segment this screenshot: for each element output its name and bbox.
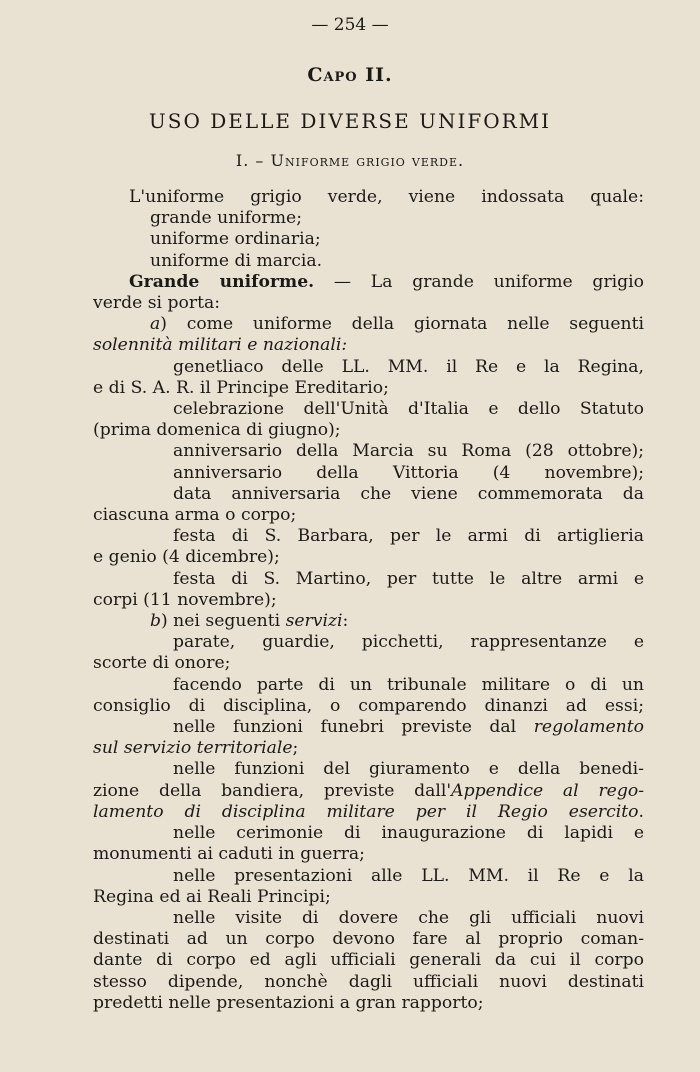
text-run: b (150, 611, 162, 632)
text-run: nelle presentazioni alle LL. MM. il Re e la (173, 865, 644, 886)
page-number: — 254 — (311, 15, 389, 35)
text-line (93, 908, 644, 929)
text-run: grande uniforme; (150, 208, 302, 229)
text-run: ) come uniforme della giornata nelle seguenti (160, 314, 644, 335)
text-run: e genio (4 dicembre); (93, 547, 280, 568)
text-run: nelle funzioni funebri previste dal (173, 717, 534, 738)
text-line (93, 547, 644, 568)
text-run: dante di corpo ed agli ufficiali generali da cui il corpo (93, 950, 644, 971)
text-line (93, 378, 644, 399)
text-run: solennità militari e nazionali: (93, 335, 348, 356)
text-run: uniforme ordinaria; (150, 229, 321, 250)
text-line (93, 993, 644, 1014)
text-run: consiglio di disciplina, o comparendo dinanzi ad essi; (93, 695, 644, 716)
text-line (93, 526, 644, 547)
text-run: Grande uniforme. (129, 271, 315, 292)
text-line (93, 823, 644, 844)
text-line (93, 399, 644, 420)
text-line (93, 781, 644, 802)
text-run: uniforme di marcia. (150, 250, 323, 271)
text-run: anniversario della Vittoria (4 novembre); (173, 462, 644, 483)
text-run: destinati ad un corpo devono fare al proprio coman- (93, 929, 644, 950)
text-run: ) nei seguenti (161, 611, 286, 632)
text-line (93, 675, 644, 696)
text-run: celebrazione dell'Unità d'Italia e dello Statuto (173, 399, 644, 420)
text-line (93, 187, 644, 208)
text-run: stesso dipende, nonchè dagli ufficiali nuovi destinati (93, 971, 644, 992)
text-run: lamento di disciplina militare per il Regio esercito (93, 801, 639, 822)
text-line (93, 866, 644, 887)
text-line (93, 505, 644, 526)
text-run: genetliaco delle LL. MM. il Re e la Regina, (173, 356, 644, 377)
text-run: L'uniforme grigio verde, viene indossata quale: (129, 187, 644, 207)
section-heading: I. – Uniforme grigio verde. (235, 151, 465, 170)
text-line (93, 251, 644, 272)
text-line (93, 293, 644, 314)
text-run: Appendice al rego- (451, 780, 645, 801)
text-line (93, 569, 644, 590)
text-line (93, 844, 644, 865)
text-run: monumenti ai caduti in guerra; (93, 844, 365, 865)
text-line (93, 950, 644, 971)
text-run: nelle funzioni del giuramento e della benedi- (173, 759, 644, 780)
text-run: . (638, 801, 644, 822)
text-run: regolamento (533, 717, 644, 738)
text-run: nelle cerimonie di inaugurazione di lapidi e (173, 823, 644, 844)
text-run: festa di S. Barbara, per le armi di artiglieria (173, 526, 644, 547)
text-line (93, 887, 644, 908)
text-line (93, 441, 644, 462)
text-run: facendo parte di un tribunale militare o di un (173, 674, 644, 695)
text-run: festa di S. Martino, per tutte le altre armi e (173, 568, 644, 589)
text-run: predetti nelle presentazioni a gran rapporto; (93, 992, 484, 1013)
text-line (93, 759, 644, 780)
text-run: verde si porta: (93, 293, 221, 314)
text-line (93, 484, 644, 505)
text-run: servizi (285, 611, 343, 632)
text-line (93, 590, 644, 611)
text-line (93, 696, 644, 717)
text-line (93, 272, 644, 293)
text-run: anniversario della Marcia su Roma (28 ottobre); (173, 441, 644, 462)
text-line (93, 738, 644, 759)
text-line (93, 463, 644, 484)
text-line (93, 208, 644, 229)
text-run: ciascuna arma o corpo; (93, 505, 297, 526)
text-line (93, 802, 644, 823)
text-run: data anniversaria che viene commemorata da (173, 483, 644, 504)
text-run: : (342, 611, 349, 632)
text-run: scorte di onore; (93, 653, 231, 674)
text-run: nelle visite di dovere che gli ufficiali nuovi (173, 907, 644, 928)
text-run: parate, guardie, picchetti, rappresentanze e (173, 632, 644, 653)
text-line (93, 653, 644, 674)
chapter-heading: Capo II. (307, 64, 393, 86)
text-run: Regina ed ai Reali Principi; (93, 886, 331, 907)
text-run: ; (292, 738, 299, 759)
text-run: (prima domenica di giugno); (93, 420, 341, 441)
body-text (93, 187, 644, 1014)
text-run: e di S. A. R. il Principe Ereditario; (93, 377, 389, 398)
text-line (93, 929, 644, 950)
text-line (93, 611, 644, 632)
text-run: corpi (11 novembre); (93, 589, 277, 610)
text-line (93, 229, 644, 250)
text-line (93, 357, 644, 378)
text-line (93, 717, 644, 738)
text-run: — La grande uniforme grigio (314, 271, 644, 292)
text-line (93, 632, 644, 653)
chapter-title: USO DELLE DIVERSE UNIFORMI (148, 109, 552, 133)
text-run: zione della bandiera, previste dall' (93, 780, 452, 801)
text-line (93, 335, 644, 356)
text-line (93, 314, 644, 335)
text-run: sul servizio territoriale (93, 738, 293, 759)
text-line (93, 972, 644, 993)
text-run: a (150, 314, 161, 335)
text-line (93, 420, 644, 441)
